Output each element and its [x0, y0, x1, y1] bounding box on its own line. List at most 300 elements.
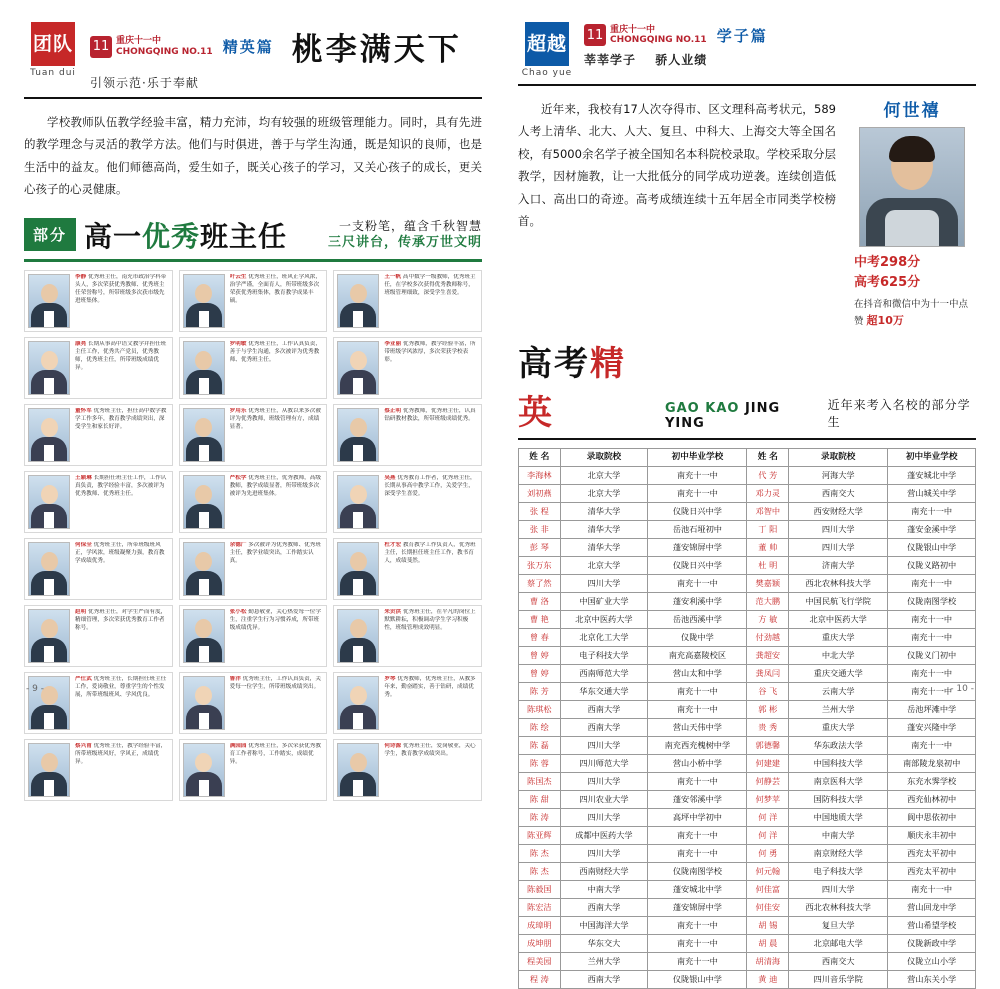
right-subtitle-left: 莘莘学子 — [584, 53, 637, 67]
middle-school: 仪陇义门初中 — [888, 646, 976, 664]
teacher-card — [24, 605, 173, 667]
teacher-bio — [75, 676, 169, 730]
teacher-desc: 优秀教师，教学经验丰富，所带班级学风浓厚，多次荣获学校表彰。 — [384, 340, 476, 363]
teacher-name: 朱贡洪 — [384, 608, 402, 615]
teacher-photo — [337, 676, 379, 730]
university: 清华大学 — [560, 502, 648, 520]
middle-school: 仪陇日兴中学 — [648, 502, 747, 520]
banner-couplet-line1: 一支粉笔，蕴含千秋智慧 — [338, 218, 482, 233]
teacher-desc: 多次被评为优秀教师、优秀班主任，教学业绩突出，工作踏实认真。 — [229, 541, 321, 564]
university: 中北大学 — [789, 646, 888, 664]
banner-couplet — [328, 218, 482, 252]
middle-school: 南充十一中 — [648, 844, 747, 862]
university: 西北农林科技大学 — [789, 574, 888, 592]
right-header — [518, 22, 976, 86]
student-name: 陈国杰 — [519, 772, 561, 790]
gaokao-heading — [518, 336, 976, 434]
gaokao-score: 高考625分 — [854, 274, 921, 290]
teacher-name: 杜才宏 — [384, 541, 402, 548]
student-name: 陈毅国 — [519, 880, 561, 898]
teacher-desc: 优秀班主任，担任高中数学教学工作多年，教育教学成绩突出，深受学生和家长好评。 — [75, 407, 167, 430]
student-name: 邓智中 — [747, 502, 789, 520]
teacher-photo — [337, 274, 379, 328]
table-row — [519, 700, 976, 718]
teacher-bio — [75, 542, 169, 596]
student-name: 胡清海 — [747, 952, 789, 970]
middle-school: 蓬安锦屏中学 — [648, 898, 747, 916]
middle-school: 南充十一中 — [888, 682, 976, 700]
university: 云南大学 — [789, 682, 888, 700]
gaokao-heading-en1: GAO KAO — [664, 400, 740, 416]
banner-tag: 部分 — [24, 218, 76, 251]
teacher-bio — [230, 341, 324, 395]
middle-school: 南充十一中 — [648, 916, 747, 934]
student-name: 方 敏 — [747, 610, 789, 628]
teacher-bio — [75, 475, 169, 529]
table-row — [519, 484, 976, 502]
teacher-name: 何诗源 — [384, 742, 402, 749]
student-name: 龚超安 — [747, 646, 789, 664]
university: 复旦大学 — [789, 916, 888, 934]
middle-school: 仪陇新政中学 — [888, 934, 976, 952]
teacher-name: 康亮 — [75, 340, 87, 347]
student-name: 何建建 — [747, 754, 789, 772]
student-name: 陈 蓉 — [519, 754, 561, 772]
university: 西北农林科技大学 — [789, 898, 888, 916]
gaokao-heading-2: 精英 — [518, 343, 626, 433]
teacher-photo — [183, 341, 225, 395]
col-university-1: 录取院校 — [560, 448, 648, 466]
student-name: 刘初燕 — [519, 484, 561, 502]
middle-school: 南充十一中 — [648, 772, 747, 790]
table-row — [519, 772, 976, 790]
student-name: 郭德馨 — [747, 736, 789, 754]
university: 兰州大学 — [789, 700, 888, 718]
team-badge-cn: 团队 — [31, 22, 75, 66]
middle-school: 蓬安城北中学 — [648, 880, 747, 898]
student-name: 黄 迪 — [747, 970, 789, 988]
right-header-mid — [584, 22, 976, 68]
teacher-name: 罗用乐 — [229, 407, 247, 414]
teacher-photo — [337, 408, 379, 462]
teacher-photo — [337, 475, 379, 529]
teacher-card — [24, 672, 173, 734]
university: 河海大学 — [789, 466, 888, 484]
teacher-bio — [75, 609, 169, 663]
teacher-name: 王颖琳 — [75, 474, 92, 481]
university: 中国民航飞行学院 — [789, 592, 888, 610]
teacher-card — [333, 672, 482, 734]
middle-school: 南充十一中 — [648, 826, 747, 844]
table-body — [519, 466, 976, 988]
table-row — [519, 898, 976, 916]
middle-school: 蓬安城北中学 — [888, 466, 976, 484]
teacher-name: 王一帆 — [384, 273, 402, 280]
table-row — [519, 934, 976, 952]
gaokao-heading-en2: JING YING — [664, 400, 781, 431]
left-header-row — [90, 24, 482, 69]
middle-school: 南充十一中 — [888, 574, 976, 592]
teacher-bio — [230, 408, 324, 462]
university: 四川大学 — [789, 520, 888, 538]
table-row — [519, 862, 976, 880]
student-name: 何元翰 — [747, 862, 789, 880]
university: 华东政法大学 — [789, 736, 888, 754]
teacher-photo — [337, 609, 379, 663]
university: 四川大学 — [560, 808, 648, 826]
excellence-badge — [518, 22, 576, 78]
university: 西南大学 — [560, 970, 648, 988]
teacher-photo — [183, 609, 225, 663]
teacher-bio — [230, 609, 324, 663]
student-name: 程 涛 — [519, 970, 561, 988]
col-middle-school-2: 初中毕业学校 — [888, 448, 976, 466]
table-row — [519, 736, 976, 754]
university: 中南大学 — [789, 826, 888, 844]
university: 北京中医药大学 — [789, 610, 888, 628]
col-university-2: 录取院校 — [789, 448, 888, 466]
right-page — [500, 0, 1000, 984]
teacher-card — [179, 672, 328, 734]
university: 北京大学 — [560, 556, 648, 574]
school-logo-text — [116, 36, 213, 57]
homeroom-banner — [24, 215, 482, 255]
teacher-card — [179, 538, 328, 600]
teacher-bio — [75, 743, 169, 797]
university: 四川大学 — [789, 538, 888, 556]
school-logo-line2: CHONGQING NO.11 — [116, 46, 213, 57]
university: 南京财经大学 — [789, 844, 888, 862]
middle-school: 营山东关小学 — [888, 970, 976, 988]
middle-school: 南部陵龙泉初中 — [888, 754, 976, 772]
university: 华东交大 — [560, 934, 648, 952]
table-row — [519, 664, 976, 682]
student-name: 陈 甜 — [519, 790, 561, 808]
middle-school: 西充太平初中 — [888, 844, 976, 862]
teacher-name: 李亚丽 — [384, 340, 402, 347]
university: 北京大学 — [560, 466, 648, 484]
university: 电子科技大学 — [789, 862, 888, 880]
student-name: 付劲越 — [747, 628, 789, 646]
student-name: 范大鹏 — [747, 592, 789, 610]
teacher-bio — [384, 609, 478, 663]
banner-main-1: 高一 — [84, 219, 143, 253]
table-row — [519, 808, 976, 826]
teacher-name: 何保全 — [75, 541, 92, 548]
left-page-title: 桃李满天下 — [291, 32, 462, 68]
col-name-2: 姓 名 — [747, 448, 789, 466]
middle-school: 蓬安锦屏中学 — [648, 538, 747, 556]
middle-school: 营山天伟中学 — [648, 718, 747, 736]
gaokao-rule — [518, 438, 976, 440]
university: 四川音乐学院 — [789, 970, 888, 988]
middle-school: 仪陇中学 — [648, 628, 747, 646]
university: 西安财经大学 — [789, 502, 888, 520]
teacher-photo — [183, 676, 225, 730]
col-name-1: 姓 名 — [519, 448, 561, 466]
middle-school: 南充十一中 — [888, 664, 976, 682]
student-name: 陈 杰 — [519, 862, 561, 880]
teacher-photo — [28, 408, 70, 462]
teacher-photo — [337, 341, 379, 395]
teacher-bio — [384, 542, 478, 596]
university: 四川大学 — [560, 772, 648, 790]
banner-main — [84, 215, 287, 255]
teacher-photo — [28, 341, 70, 395]
student-name: 丁 阳 — [747, 520, 789, 538]
school-logo-icon: 11 — [90, 36, 112, 58]
middle-school: 南充十一中 — [648, 484, 747, 502]
teacher-bio — [384, 743, 478, 797]
excellence-badge-pinyin: Chao yue — [521, 68, 573, 78]
teacher-name: 严松学 — [229, 474, 247, 481]
table-row — [519, 754, 976, 772]
teacher-name: 李静 — [75, 273, 87, 280]
teacher-photo — [183, 408, 225, 462]
teacher-name: 严仕武 — [75, 675, 92, 682]
table-row — [519, 790, 976, 808]
table-row — [519, 682, 976, 700]
featured-student-note-count: 超10万 — [866, 314, 904, 328]
table-row — [519, 880, 976, 898]
teacher-card — [333, 337, 482, 399]
left-page-number: - 9 - — [26, 684, 44, 694]
teacher-name: 蔡正明 — [384, 407, 402, 414]
table-header-row — [519, 448, 976, 466]
gaokao-heading-sub: 近年来考入名校的部分学生 — [827, 397, 971, 429]
middle-school: 营山回龙中学 — [888, 898, 976, 916]
teacher-desc: 教育教学工作负责人，优秀班主任，长期担任班主任工作，教书育人，成绩斐然。 — [384, 541, 476, 564]
right-intro-paragraph: 近年来，我校有17人次夺得市、区文理科高考状元，589人考上清华、北大、人大、复旦、中科大、上海交大等全国名校，有5000余名学子被全国知名本科院校录取。学校采取分层教学，因材施教，让一大批低分的同学成功逆袭。连续创造低入口、高出口的奇迹。高考成绩连续十五年居全市同类学校榜首。 — [518, 102, 836, 229]
teacher-desc: 高中数学一级教师，优秀班主任，在学校多次获得优秀教师称号，班级管理细致，深受学生喜爱。 — [384, 273, 476, 296]
university: 四川大学 — [560, 736, 648, 754]
student-name: 何 洋 — [747, 826, 789, 844]
university: 重庆大学 — [789, 628, 888, 646]
university: 西南大学 — [560, 700, 648, 718]
student-name: 张 非 — [519, 520, 561, 538]
student-name: 李海林 — [519, 466, 561, 484]
middle-school: 蓬安兴隆中学 — [888, 718, 976, 736]
student-name: 杜 明 — [747, 556, 789, 574]
university: 北京大学 — [560, 484, 648, 502]
middle-school: 岳池西溪中学 — [648, 610, 747, 628]
teacher-desc: 优秀教师，优秀班主任，认真钻研教材教法，所带班级成绩优秀。 — [384, 407, 476, 422]
teacher-card — [24, 538, 173, 600]
teacher-bio — [75, 341, 169, 395]
left-subtitle: 引领示范·乐于奉献 — [90, 76, 199, 90]
table-row — [519, 466, 976, 484]
table-row — [519, 628, 976, 646]
table-row — [519, 538, 976, 556]
teacher-name: 罗明敏 — [229, 340, 247, 347]
middle-school: 岳池坪滩中学 — [888, 700, 976, 718]
right-page-number: - 10 - — [950, 684, 974, 694]
teacher-grid — [24, 270, 482, 801]
middle-school: 西充仙林初中 — [888, 790, 976, 808]
university: 华东交通大学 — [560, 682, 648, 700]
teacher-card — [179, 337, 328, 399]
teacher-card — [24, 739, 173, 801]
teacher-desc: 优秀班主任，多次荣获优秀教育工作者称号，工作踏实，成绩优异。 — [229, 742, 321, 765]
teacher-desc: 优秀教师，优秀班主任，从教多年来，勤奋踏实，善于钻研，成绩优秀。 — [384, 675, 476, 698]
student-name: 张 程 — [519, 502, 561, 520]
table-row — [519, 718, 976, 736]
university: 重庆大学 — [789, 718, 888, 736]
teacher-card — [24, 337, 173, 399]
university: 四川大学 — [560, 844, 648, 862]
student-name: 陈 芳 — [519, 682, 561, 700]
university: 成都中医药大学 — [560, 826, 648, 844]
featured-student-name: 何世禧 — [883, 101, 941, 121]
university: 清华大学 — [560, 520, 648, 538]
table-row — [519, 574, 976, 592]
teacher-card — [179, 605, 328, 667]
middle-school: 仪陇立山小学 — [888, 952, 976, 970]
teacher-bio — [384, 475, 478, 529]
teacher-photo — [183, 542, 225, 596]
middle-school: 仪陇银山中学 — [648, 970, 747, 988]
featured-student — [848, 96, 976, 330]
middle-school: 南充十一中 — [888, 880, 976, 898]
student-name: 张万东 — [519, 556, 561, 574]
school-logo — [90, 36, 213, 58]
teacher-name: 余德广 — [229, 541, 247, 548]
university: 四川农业大学 — [560, 790, 648, 808]
school-logo-text — [610, 25, 707, 46]
student-name: 曹 洛 — [519, 592, 561, 610]
teacher-card — [24, 471, 173, 533]
banner-couplet-line2: 三尺讲台，传承万世文明 — [327, 235, 482, 250]
table-row — [519, 952, 976, 970]
teacher-bio — [75, 274, 169, 328]
student-name: 蔡了然 — [519, 574, 561, 592]
table-row — [519, 556, 976, 574]
teacher-name: 蔡兴甫 — [75, 742, 92, 749]
middle-school: 营山太和中学 — [648, 664, 747, 682]
middle-school: 仪陇银山中学 — [888, 538, 976, 556]
featured-student-note — [848, 297, 976, 330]
teacher-card — [333, 404, 482, 466]
student-name: 郭 彬 — [747, 700, 789, 718]
university: 北京邮电大学 — [789, 934, 888, 952]
teacher-name: 董怀军 — [75, 407, 92, 414]
middle-school: 顺庆永丰初中 — [888, 826, 976, 844]
university: 北京中医药大学 — [560, 610, 648, 628]
student-name: 何静芸 — [747, 772, 789, 790]
student-name: 何梦苹 — [747, 790, 789, 808]
university: 四川师范大学 — [560, 754, 648, 772]
teacher-card — [179, 739, 328, 801]
banner-main-3: 班主任 — [200, 219, 288, 253]
teacher-desc: 优秀班主任，在平凡的岗位上默默耕耘，积极调动学生学习积极性，班级管理成效明显。 — [384, 608, 476, 631]
teacher-desc: 优秀班主任，优秀教师，高级教师，教学成绩显著，所带班级多次被评为先进班集体。 — [229, 474, 321, 497]
table-row — [519, 844, 976, 862]
gaokao-heading-1: 高考 — [518, 343, 590, 384]
teacher-photo — [28, 743, 70, 797]
teacher-desc: 优秀班主任，所带班级班风正，学风浓，班级凝聚力强，教育教学成绩优秀。 — [75, 541, 165, 564]
student-name: 董 帅 — [747, 538, 789, 556]
middle-school: 蓬安利溪中学 — [648, 592, 747, 610]
middle-school: 南充高嘉陵校区 — [648, 646, 747, 664]
student-name: 何 洋 — [747, 808, 789, 826]
teacher-card — [333, 471, 482, 533]
right-section-label: 学子篇 — [716, 26, 768, 45]
teacher-desc: 优秀班主任，班风正学风浓，治学严谨，全面育人，所带班级多次荣获优秀班集体，教育教学成果丰硕。 — [229, 273, 321, 304]
school-logo — [584, 24, 707, 46]
teacher-bio — [230, 676, 324, 730]
teacher-name: 罗琴 — [384, 675, 396, 682]
left-header-mid — [90, 22, 482, 91]
admissions-table — [518, 448, 976, 989]
student-name: 代 芳 — [747, 466, 789, 484]
middle-school: 南充十一中 — [888, 628, 976, 646]
student-name: 陈 杰 — [519, 844, 561, 862]
middle-school: 南充十一中 — [888, 502, 976, 520]
excellence-badge-cn: 超越 — [525, 22, 569, 66]
teacher-desc: 长期从事高中语文教学并担任班主任工作，优秀共产党员，优秀教师，优秀班主任，所带班级成绩优异。 — [75, 340, 167, 371]
middle-school: 南充十一中 — [648, 952, 747, 970]
student-name: 樊嘉颖 — [747, 574, 789, 592]
teacher-bio — [384, 408, 478, 462]
university: 重庆交通大学 — [789, 664, 888, 682]
teacher-name: 满园园 — [229, 742, 247, 749]
student-name: 何 勇 — [747, 844, 789, 862]
student-name: 谷 飞 — [747, 682, 789, 700]
student-name: 陈亚辉 — [519, 826, 561, 844]
middle-school: 岳池石垭初中 — [648, 520, 747, 538]
middle-school: 南充十一中 — [648, 574, 747, 592]
student-name: 曹 艳 — [519, 610, 561, 628]
university: 四川大学 — [560, 574, 648, 592]
middle-school: 仪陇南图学校 — [888, 592, 976, 610]
student-name: 何佳富 — [747, 880, 789, 898]
right-header-row — [584, 24, 976, 46]
university: 中国海洋大学 — [560, 916, 648, 934]
teacher-desc: 优秀班主任，对学生严而有度，精细管理，多次荣获优秀教育工作者称号。 — [75, 608, 167, 631]
school-logo-line1: 重庆十一中 — [116, 36, 162, 47]
teacher-bio — [75, 408, 169, 462]
table-row — [519, 592, 976, 610]
teacher-desc: 优秀班主任，工作认真负责，关爱每一位学生，所带班级成绩突出。 — [229, 675, 321, 690]
teacher-photo — [337, 542, 379, 596]
university: 四川大学 — [789, 880, 888, 898]
teacher-card — [333, 538, 482, 600]
student-name: 龚凤闫 — [747, 664, 789, 682]
student-name: 陈 磊 — [519, 736, 561, 754]
university: 北京化工大学 — [560, 628, 648, 646]
student-name: 何佳安 — [747, 898, 789, 916]
student-name: 陈宏洁 — [519, 898, 561, 916]
university: 中南大学 — [560, 880, 648, 898]
team-badge-pinyin: Tuan dui — [30, 68, 76, 78]
right-subtitle — [584, 51, 976, 68]
university: 西南大学 — [560, 898, 648, 916]
teacher-name: 鲁洋 — [229, 675, 241, 682]
middle-school: 营山小桥中学 — [648, 754, 747, 772]
featured-student-photo — [859, 127, 965, 247]
teacher-photo — [28, 274, 70, 328]
teacher-desc: 勤恳敬业，关心热爱每一位学生，注重学生行为习惯养成，所带班级成绩优异。 — [229, 608, 321, 631]
university: 中国矿业大学 — [560, 592, 648, 610]
teacher-card — [333, 739, 482, 801]
featured-student-scores — [848, 253, 976, 292]
school-logo-icon: 11 — [584, 24, 606, 46]
teacher-photo — [28, 542, 70, 596]
student-name: 胡 锡 — [747, 916, 789, 934]
col-middle-school-1: 初中毕业学校 — [648, 448, 747, 466]
student-name: 彭 琴 — [519, 538, 561, 556]
university: 国防科技大学 — [789, 790, 888, 808]
